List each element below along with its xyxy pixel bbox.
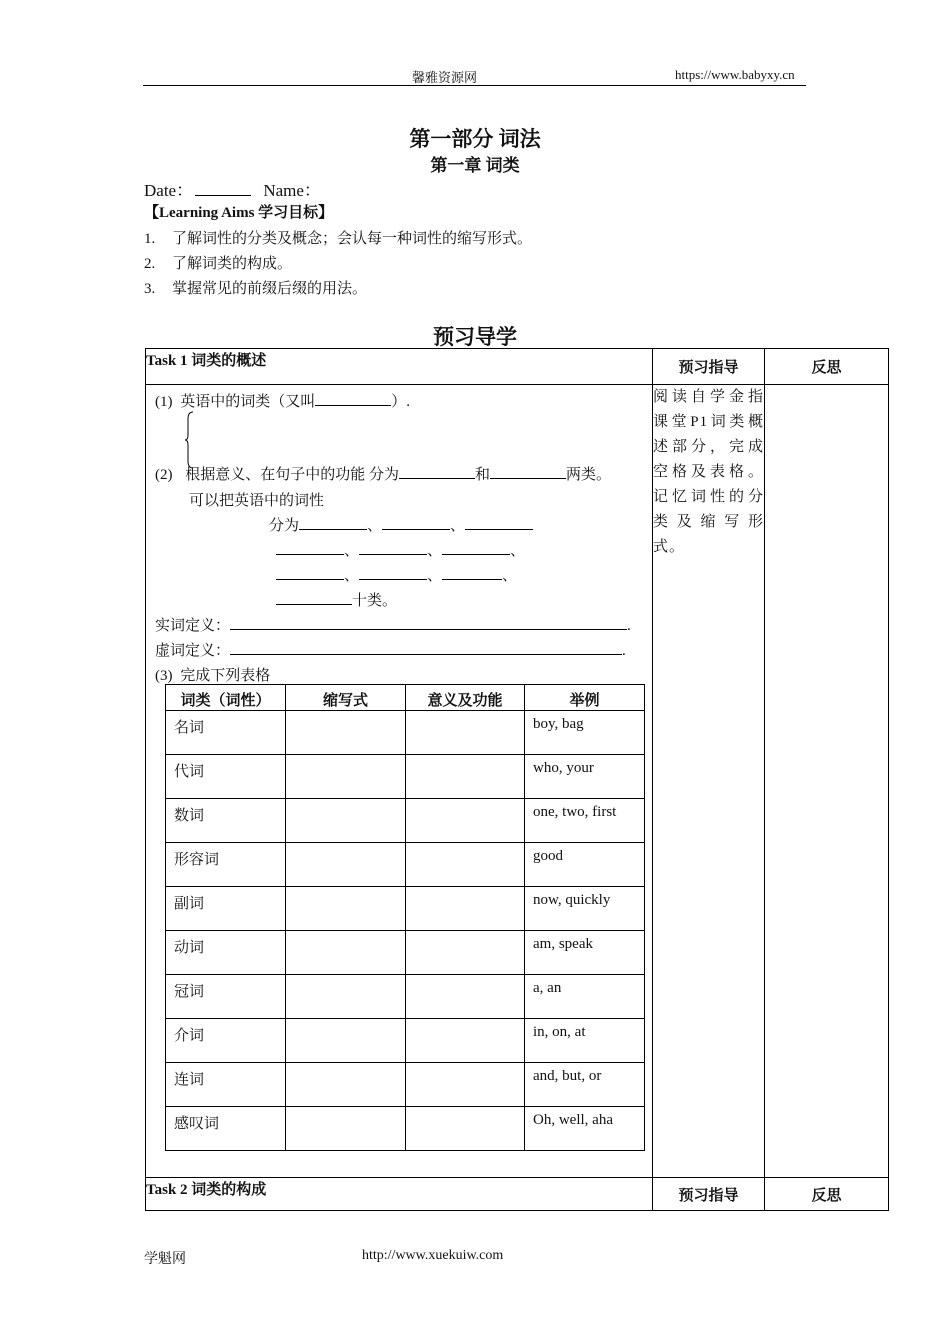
learning-aims-title: 【Learning Aims 学习目标】 [144,205,334,221]
task1-reflect-cell[interactable] [765,385,889,1178]
pos-blank[interactable] [359,566,427,580]
abbr-cell[interactable] [286,843,406,887]
aim-text: 了解词类的构成。 [172,256,293,272]
separator: 、 [427,568,443,584]
footer-site-name: 学魁网 [144,1252,186,1267]
divide-line-1 [269,514,533,535]
function-word-definition: 虚词定义： . [155,643,626,659]
divide-label: 分为 [269,518,300,534]
pos-blank[interactable] [442,541,510,555]
q2-blank-2[interactable] [490,465,566,479]
task1-guide-text: 阅读自学金指课堂P1词类概述部分，完成空格及表格。记忆词性的分类及缩写形式。 [653,385,765,1178]
meaning-cell[interactable] [406,1063,525,1107]
abbr-cell[interactable] [286,931,406,975]
separator: 、 [510,543,526,559]
word-type: 感叹词 [166,1107,286,1151]
date-blank [195,181,251,196]
separator: 、 [344,568,360,584]
word-type: 代词 [166,755,286,799]
meaning-cell[interactable] [406,887,525,931]
aim-text: 掌握常见的前缀后缀的用法。 [172,281,368,297]
abbr-cell[interactable] [286,975,406,1019]
word-class-table [165,684,645,1151]
example: a, an [525,975,645,1019]
q1-end: ）. [391,394,411,410]
separator: 、 [450,518,466,534]
col-header-example: 举例 [525,685,645,711]
example: and, but, or [525,1063,645,1107]
example: now, quickly [525,887,645,931]
meaning-cell[interactable] [406,799,525,843]
date-label: Date： [144,181,194,200]
task2-reflect-header: 反思 [765,1178,889,1211]
separator: 、 [367,518,383,534]
table-row [166,887,645,931]
abbr-cell[interactable] [286,1107,406,1151]
abbr-cell[interactable] [286,799,406,843]
pos-blank[interactable] [382,516,450,530]
pos-blank[interactable] [442,566,502,580]
question-2 [155,463,611,484]
separator: 、 [427,543,443,559]
meaning-cell[interactable] [406,755,525,799]
abbr-cell[interactable] [286,887,406,931]
content-def-blank[interactable] [230,616,627,630]
content-word-definition: 实词定义： . [155,618,631,634]
table-row [166,1063,645,1107]
left-brace-icon [184,411,194,469]
col-header-abbr: 缩写式 [286,685,406,711]
example: am, speak [525,931,645,975]
task1-guide-header: 预习指导 [653,349,765,385]
col-header-type: 词类（词性） [166,685,286,711]
abbr-cell[interactable] [286,711,406,755]
meaning-cell[interactable] [406,975,525,1019]
aim-text: 了解词性的分类及概念；会认每一种词性的缩写形式。 [172,231,533,247]
task1-title: Task 1 词类的概述 [146,349,653,385]
q2-and: 和 [475,467,491,483]
task2-title: Task 2 词类的构成 [146,1178,653,1211]
ten-categories: 十类。 [352,593,398,609]
meaning-cell[interactable] [406,711,525,755]
abbr-cell[interactable] [286,1063,406,1107]
example: who, your [525,755,645,799]
example: Oh, well, aha [525,1107,645,1151]
word-type: 动词 [166,931,286,975]
function-def-blank[interactable] [230,641,622,655]
header-divider [143,85,806,86]
word-type: 副词 [166,887,286,931]
content-def-label: 实词定义： [155,618,231,634]
q2-number: (2) [155,467,173,483]
aim-item [144,252,292,273]
example: good [525,843,645,887]
example: one, two, first [525,799,645,843]
q2-text-2: 可以把英语中的词性 [189,493,325,509]
aim-number: 1. [144,231,156,247]
table-row [166,711,645,755]
chapter-title: 第一章 词类 [430,156,520,175]
question-3 [155,664,270,685]
question-1 [155,390,410,411]
q1-text: 英语中的词类（又叫 [180,394,316,410]
pos-blank[interactable] [276,591,352,605]
pos-blank[interactable] [299,516,367,530]
aim-number: 3. [144,281,156,297]
table-row [166,1107,645,1151]
separator: 、 [502,568,518,584]
pos-blank[interactable] [276,566,344,580]
task2-guide-header: 预习指导 [653,1178,765,1211]
word-type: 冠词 [166,975,286,1019]
divide-line-3 [276,564,517,585]
meaning-cell[interactable] [406,843,525,887]
word-type: 数词 [166,799,286,843]
abbr-cell[interactable] [286,755,406,799]
part-title: 第一部分 词法 [409,127,541,151]
preview-table [145,348,889,1211]
example: in, on, at [525,1019,645,1063]
header-url[interactable]: https://www.babyxy.cn [675,67,795,82]
aim-item [144,277,367,298]
table-row [166,843,645,887]
table-row [166,799,645,843]
q1-number: (1) [155,394,173,410]
divide-line-2 [276,539,525,560]
meaning-cell[interactable] [406,1019,525,1063]
q3-text: 完成下列表格 [180,668,271,684]
task1-reflect-header: 反思 [765,349,889,385]
word-type: 介词 [166,1019,286,1063]
abbr-cell[interactable] [286,1019,406,1063]
pos-blank[interactable] [465,516,533,530]
aim-number: 2. [144,256,156,272]
function-def-label: 虚词定义： [155,643,231,659]
q2-end: 两类。 [566,467,612,483]
header-site-name: 馨雅资源网 [412,70,478,85]
table-row [166,975,645,1019]
date-name-line [144,176,321,201]
footer-url[interactable]: http://www.xuekuiw.com [362,1248,504,1263]
col-header-meaning: 意义及功能 [406,685,525,711]
aim-item [144,227,532,248]
meaning-cell[interactable] [406,1107,525,1151]
word-type: 名词 [166,711,286,755]
pos-blank[interactable] [359,541,427,555]
q3-number: (3) [155,668,173,684]
meaning-cell[interactable] [406,931,525,975]
table-row [166,755,645,799]
example: boy, bag [525,711,645,755]
divide-line-4 [276,589,397,610]
word-type: 连词 [166,1063,286,1107]
table-row [166,1019,645,1063]
table-row [166,931,645,975]
name-label: Name： [263,181,321,200]
word-type: 形容词 [166,843,286,887]
q2-text: 根据意义、在句子中的功能 分为 [185,467,400,483]
task1-content-cell [146,385,653,1178]
section-title: 预习导学 [433,325,517,349]
q2-blank-1[interactable] [399,465,475,479]
separator: 、 [344,543,360,559]
q1-blank[interactable] [315,392,391,406]
pos-blank[interactable] [276,541,344,555]
